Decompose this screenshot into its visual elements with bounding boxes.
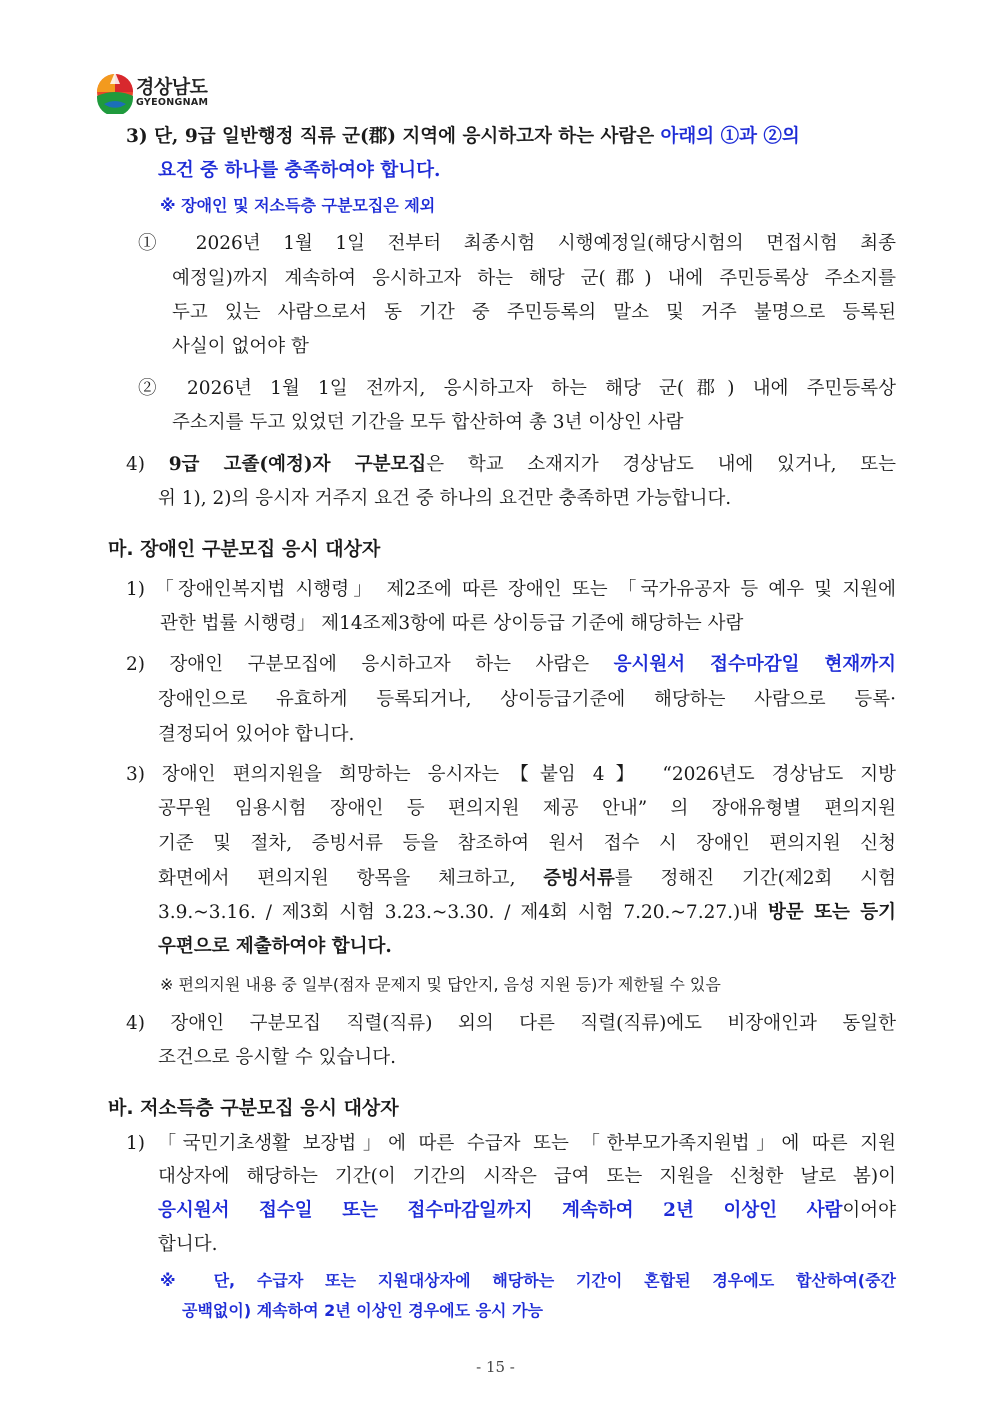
text-run: 2) 장애인 구분모집에 응시하고자 하는 사람은 [126,654,614,675]
highlighted-text: 아래의 ①과 ②의 [660,126,800,147]
condition-2-line: ② 2026년 1월 1일 전까지, 응시하고자 하는 해당 군(郡) 내에 주민등록상 [138,378,896,399]
org-name-english: GYEONGNAM [136,97,209,108]
text-run: 4) [126,454,169,475]
paragraph-line: 3) 장애인 편의지원을 희망하는 응시자는【붙임 4】 “2026년도 경상남도 지방 [126,764,896,785]
paragraph-line: 공무원 임용시험 장애인 등 편의지원 제공 안내” 의 장애유형별 편의지원 [158,798,896,819]
paragraph-line: 합니다. [158,1234,218,1255]
paragraph-line [158,862,896,896]
paragraph-line: 결정되어 있어야 합니다. [158,724,355,745]
condition-1-line: 두고 있는 사람으로서 동 기간 중 주민등록의 말소 및 거주 불명으로 등록된 [172,302,896,323]
paragraph-line [158,896,896,930]
paragraph-line: 1) 「장애인복지법 시행령」 제2조에 따른 장애인 또는 「국가유공자 등 예우 및 지원에 [126,579,896,600]
page-number: - 15 - [476,1358,515,1376]
paragraph-line: 1) 「국민기초생활 보장법」에 따른 수급자 또는 「한부모가족지원법」에 따른 지원 [126,1133,896,1154]
text-run: 를 정해진 기간(제2회 시험 [614,868,896,889]
bold-text: 증빙서류 [543,868,615,889]
org-name-korean: 경상남도 [136,76,208,98]
note-line: ※ 편의지원 내용 중 일부(점자 문제지 및 답안지, 음성 지원 등)가 제한될 수 있음 [160,975,721,994]
paragraph-line [126,448,896,482]
section-heading: 바. 저소득층 구분모집 응시 대상자 [108,1097,399,1119]
paragraph-line: 관한 법률 시행령」 제14조제3항에 따른 상이등급 기준에 해당하는 사람 [160,613,744,634]
text-run: 3) 단, 9급 일반행정 직류 군(郡) 지역에 응시하고자 하는 사람은 [126,126,661,147]
highlighted-line: 요건 중 하나를 충족하여야 합니다. [158,160,441,181]
paragraph-line: 4) 장애인 구분모집 직렬(직류) 외의 다른 직렬(직류)에도 비장애인과 동일한 [126,1013,896,1034]
paragraph-line: 우편으로 제출하여야 합니다. [158,936,392,957]
paragraph-line [126,120,800,154]
text-run: 화면에서 편의지원 항목을 체크하고, [158,868,544,889]
paragraph-line: 장애인으로 유효하게 등록되거나, 상이등급기준에 해당하는 사람으로 등록· [158,689,896,710]
text-run: 이어야 [842,1200,896,1221]
bold-text: 방문 또는 등기 [767,902,896,923]
text-run: 은 학교 소재지가 경상남도 내에 있거나, 또는 [426,454,896,475]
condition-2-line: 주소지를 두고 있었던 기간을 모두 합산하여 총 3년 이상인 사람 [172,412,684,433]
bold-text: 9급 고졸(예정)자 구분모집 [168,454,427,475]
paragraph-line [126,648,896,682]
condition-1-line: 예정일)까지 계속하여 응시하고자 하는 해당 군(郡) 내에 주민등록상 주소지를 [172,268,896,289]
paragraph-line: 위 1), 2)의 응시자 거주지 요건 중 하나의 요건만 충족하면 가능합니다. [158,488,732,509]
highlighted-text: 응시원서 접수일 또는 접수마감일까지 계속하여 2년 이상인 사람 [158,1200,843,1221]
paragraph-line: 조건으로 응시할 수 있습니다. [158,1047,396,1068]
paragraph-line: 대상자에 해당하는 기간(이 기간의 시작은 급여 또는 지원을 신청한 날로 봄)이 [158,1166,896,1187]
highlighted-text: 응시원서 접수마감일 현재까지 [613,654,896,675]
note-line: ※ 장애인 및 저소득층 구분모집은 제외 [160,196,436,215]
text-run: 3.9.~3.16. / 제3회 시험 3.23.~3.30. / 제4회 시험 7.20.~7.27.)내 [158,902,768,923]
paragraph-line [158,1194,896,1228]
gyeongnam-logo [96,68,236,118]
paragraph-line: 기준 및 절차, 증빙서류 등을 참조하여 원서 접수 시 장애인 편의지원 신청 [158,833,896,854]
section-heading: 마. 장애인 구분모집 응시 대상자 [108,538,381,560]
condition-1-line: 사실이 없어야 함 [172,336,309,357]
note-line: 공백없이) 계속하여 2년 이상인 경우에도 응시 가능 [182,1301,543,1320]
note-line: ※ 단, 수급자 또는 지원대상자에 해당하는 기간이 혼합된 경우에도 합산하여(중간 [160,1271,896,1290]
condition-1-line: ① 2026년 1월 1일 전부터 최종시험 시행예정일(해당시험의 면접시험 최종 [138,233,896,254]
gyeongnam-emblem-icon [96,68,134,114]
